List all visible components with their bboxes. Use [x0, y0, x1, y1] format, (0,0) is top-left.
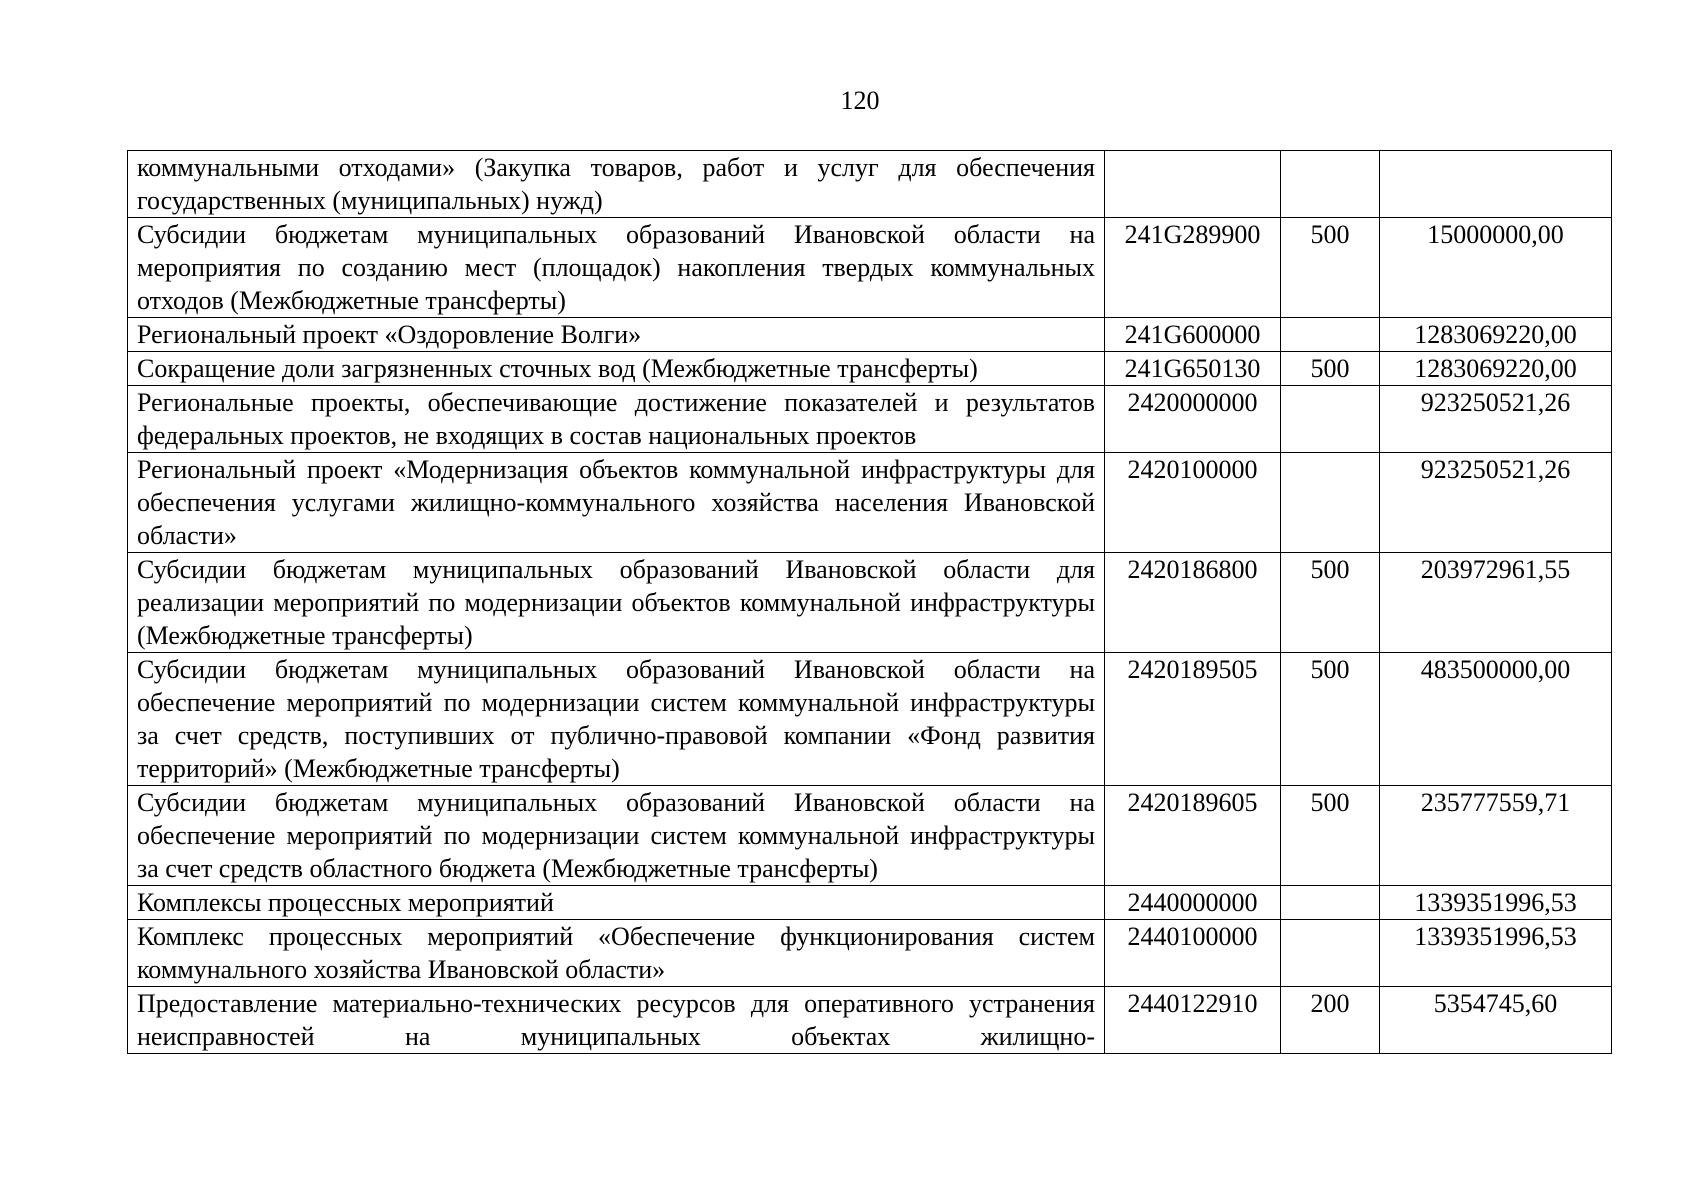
row-expense-type: 500 [1281, 786, 1380, 886]
row-sum: 235777559,71 [1380, 786, 1612, 886]
row-name: Комплексы процессных мероприятий [128, 886, 1105, 920]
row-code: 2420186800 [1105, 553, 1281, 653]
budget-table [127, 150, 1612, 1054]
table-row [128, 987, 1612, 1054]
row-sum [1380, 151, 1612, 218]
row-expense-type [1281, 386, 1380, 453]
row-name: Субсидии бюджетам муниципальных образований Ивановской области для реализации мероприятий по модернизации объектов коммунальной инфраструктуры (Межбюджетные трансферты) [128, 553, 1105, 653]
row-expense-type: 500 [1281, 218, 1380, 318]
table-row [128, 218, 1612, 318]
table-row [128, 318, 1612, 352]
row-expense-type [1281, 151, 1380, 218]
row-name: Сокращение доли загрязненных сточных вод (Межбюджетные трансферты) [128, 352, 1105, 386]
table-row [128, 920, 1612, 987]
row-expense-type [1281, 318, 1380, 352]
table-row [128, 352, 1612, 386]
row-sum: 483500000,00 [1380, 653, 1612, 786]
row-code: 2420189605 [1105, 786, 1281, 886]
row-sum: 1339351996,53 [1380, 886, 1612, 920]
row-name: Региональные проекты, обеспечивающие достижение показателей и результатов федеральных проектов, не входящих в состав национальных проектов [128, 386, 1105, 453]
row-name: Региональный проект «Модернизация объектов коммунальной инфраструктуры для обеспечения услугами жилищно-коммунального хозяйства населения Ивановской области» [128, 453, 1105, 553]
row-code: 2420000000 [1105, 386, 1281, 453]
row-sum: 1339351996,53 [1380, 920, 1612, 987]
row-expense-type: 500 [1281, 653, 1380, 786]
row-code [1105, 151, 1281, 218]
table-row [128, 453, 1612, 553]
row-code: 2420189505 [1105, 653, 1281, 786]
row-name: Субсидии бюджетам муниципальных образований Ивановской области на обеспечение мероприятий по модернизации систем коммунальной инфраструктуры за счет средств областного бюджета (Межбюджетные трансферты) [128, 786, 1105, 886]
row-code: 241G289900 [1105, 218, 1281, 318]
row-name: Региональный проект «Оздоровление Волги» [128, 318, 1105, 352]
table-row [128, 553, 1612, 653]
table-row [128, 786, 1612, 886]
row-code: 2440100000 [1105, 920, 1281, 987]
row-expense-type [1281, 886, 1380, 920]
row-expense-type: 500 [1281, 553, 1380, 653]
row-name: Предоставление материально-технических ресурсов для оперативного устранения неисправностей на муниципальных объектах жилищно- [128, 987, 1105, 1054]
row-sum: 923250521,26 [1380, 453, 1612, 553]
row-sum: 5354745,60 [1380, 987, 1612, 1054]
table-row [128, 151, 1612, 218]
row-expense-type: 200 [1281, 987, 1380, 1054]
row-expense-type [1281, 453, 1380, 553]
row-expense-type: 500 [1281, 352, 1380, 386]
row-sum: 1283069220,00 [1380, 352, 1612, 386]
row-sum: 923250521,26 [1380, 386, 1612, 453]
table-row [128, 886, 1612, 920]
row-sum: 203972961,55 [1380, 553, 1612, 653]
row-code: 2420100000 [1105, 453, 1281, 553]
row-sum: 15000000,00 [1380, 218, 1612, 318]
row-code: 241G650130 [1105, 352, 1281, 386]
table-row [128, 653, 1612, 786]
row-code: 2440000000 [1105, 886, 1281, 920]
page-number: 120 [840, 86, 880, 115]
row-code: 241G600000 [1105, 318, 1281, 352]
table-row [128, 386, 1612, 453]
row-name: Комплекс процессных мероприятий «Обеспечение функционирования систем коммунального хозяйства Ивановской области» [128, 920, 1105, 987]
row-expense-type [1281, 920, 1380, 987]
row-name: Субсидии бюджетам муниципальных образований Ивановской области на мероприятия по созданию мест (площадок) накопления твердых коммунальных отходов (Межбюджетные трансферты) [128, 218, 1105, 318]
row-code: 2440122910 [1105, 987, 1281, 1054]
row-name: коммунальными отходами» (Закупка товаров, работ и услуг для обеспечения государственных (муниципальных) нужд) [128, 151, 1105, 218]
row-sum: 1283069220,00 [1380, 318, 1612, 352]
row-name: Субсидии бюджетам муниципальных образований Ивановской области на обеспечение мероприятий по модернизации систем коммунальной инфраструктуры за счет средств, поступивших от публично-правовой компании «Фонд развития территорий» (Межбюджетные трансферты) [128, 653, 1105, 786]
